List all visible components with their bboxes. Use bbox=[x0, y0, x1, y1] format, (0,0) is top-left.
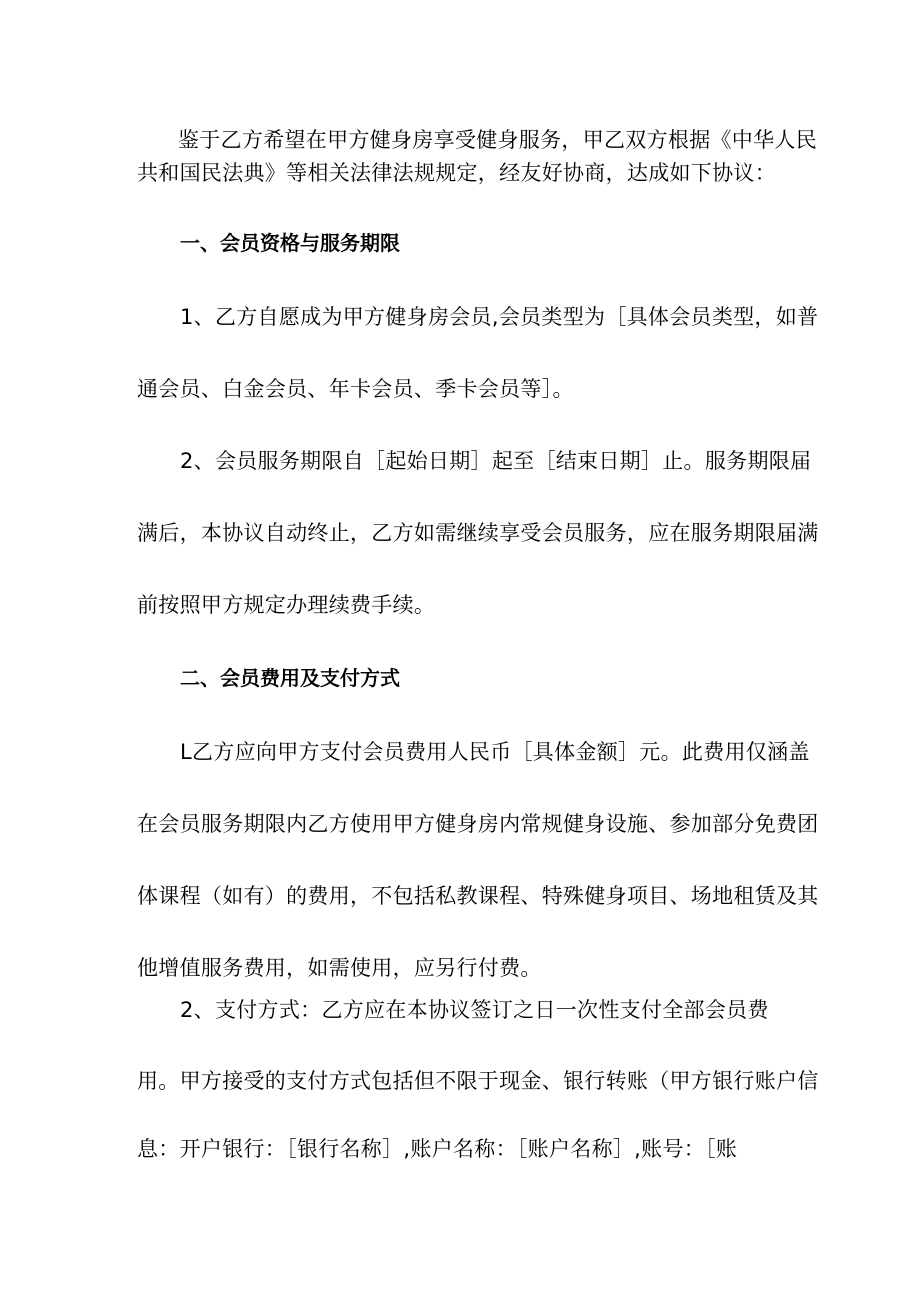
section-2-clause-1-line-3: 体课程（如有）的费用，不包括私教课程、特殊健身项目、场地租赁及其 bbox=[137, 884, 819, 908]
section-2-clause-2-line-3: 息：开户银行：［银行名称］,账户名称：［账户名称］,账号：［账 bbox=[137, 1137, 738, 1161]
section-2-clause-2-line-2: 用。甲方接受的支付方式包括但不限于现金、银行转账（甲方银行账户信 bbox=[137, 1069, 819, 1093]
section-2-clause-1-line-1: L乙方应向甲方支付会员费用人民币［具体金额］元。此费用仅涵盖 bbox=[180, 740, 810, 764]
section-1-clause-2-line-3: 前按照甲方规定办理续费手续。 bbox=[137, 593, 436, 617]
section-2-clause-1-line-2: 在会员服务期限内乙方使用甲方健身房内常规健身设施、参加部分免费团 bbox=[137, 812, 819, 836]
intro-line-2: 共和国民法典》等相关法律法规规定，经友好协商，达成如下协议： bbox=[137, 161, 776, 185]
section-1-clause-1-line-1: 1、乙方自愿成为甲方健身房会员,会员类型为［具体会员类型，如普 bbox=[180, 305, 819, 329]
section-2-heading: 二、会员费用及支付方式 bbox=[180, 666, 400, 690]
intro-line-1: 鉴于乙方希望在甲方健身房享受健身服务，甲乙双方根据《中华人民 bbox=[178, 128, 817, 152]
section-1-clause-2-line-2: 满后，本协议自动终止，乙方如需继续享受会员服务，应在服务期限届满 bbox=[137, 521, 819, 545]
section-2-clause-1-line-4: 他增值服务费用，如需使用，应另行付费。 bbox=[137, 956, 542, 980]
section-1-clause-2-line-1: 2、会员服务期限自［起始日期］起至［结束日期］止。服务期限届 bbox=[180, 449, 812, 473]
section-2-clause-2-line-1: 2、支付方式：乙方应在本协议签订之日一次性支付全部会员费 bbox=[180, 998, 769, 1022]
section-1-heading: 一、会员资格与服务期限 bbox=[180, 231, 400, 255]
section-1-clause-1-line-2: 通会员、白金会员、年卡会员、季卡会员等］。 bbox=[137, 377, 574, 401]
